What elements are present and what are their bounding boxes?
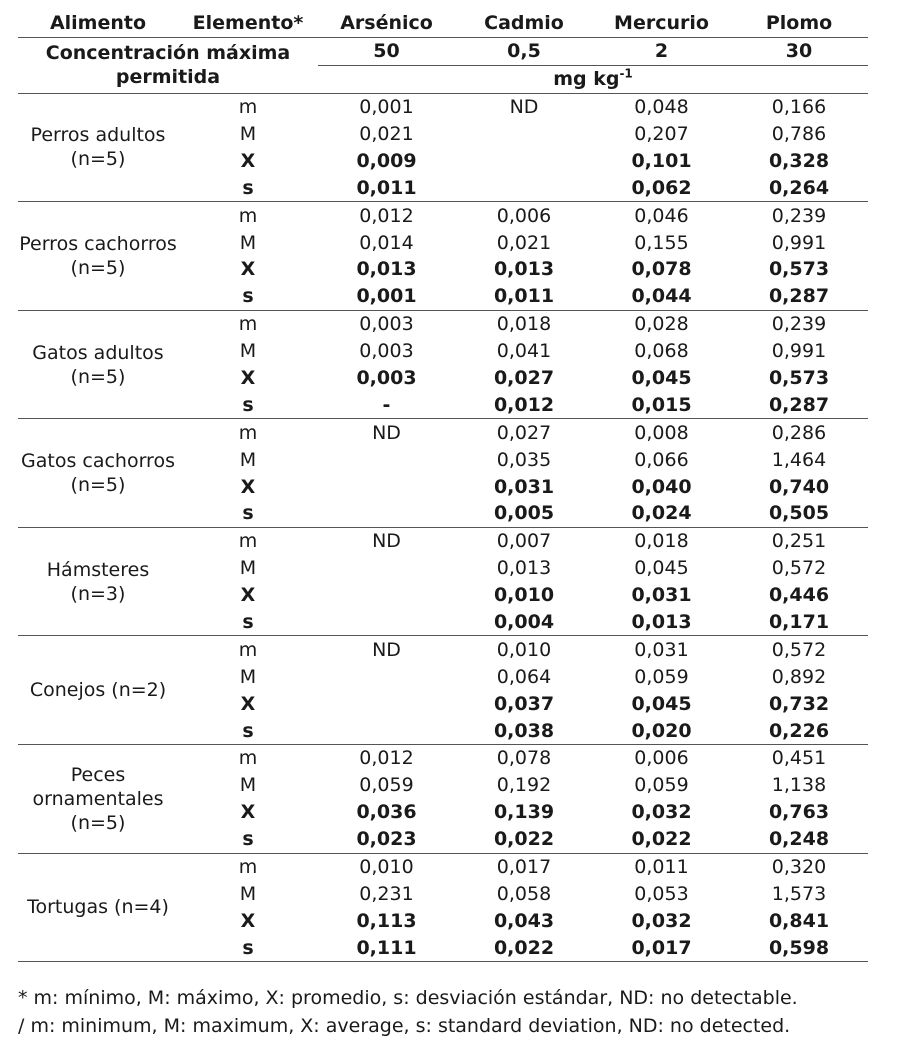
- mercury-cell: 0,018: [593, 527, 730, 554]
- mercury-cell: 0,207: [634, 123, 689, 145]
- table-row: [18, 527, 868, 554]
- cadmium-cell: ND: [455, 93, 593, 120]
- arsenic-cell: [318, 690, 455, 717]
- mercury-cell: 0,048: [593, 93, 730, 120]
- element-cell: M: [239, 123, 257, 145]
- cadmium-cell: 0,021: [496, 231, 552, 254]
- lead-cell: 0,251: [730, 527, 868, 554]
- mercury-cell: 0,045: [631, 692, 692, 715]
- limits-label: Concentración máxima permitida: [45, 42, 291, 89]
- element-cell: m: [178, 202, 318, 229]
- arsenic-cell: 0,113: [356, 909, 417, 932]
- lead-cell: 0,226: [768, 719, 830, 742]
- arsenic-cell: [318, 663, 455, 690]
- mercury-cell: 0,032: [631, 909, 692, 932]
- arsenic-cell: 0,003: [318, 310, 455, 337]
- element-cell: M: [239, 340, 257, 363]
- lead-cell: 0,239: [730, 202, 868, 229]
- food-label: Perros cachorros (n=5): [18, 202, 178, 311]
- cadmium-cell: 0,031: [493, 475, 555, 498]
- mercury-cell: 0,032: [631, 801, 692, 824]
- cadmium-cell: 0,004: [493, 611, 555, 634]
- cadmium-cell: 0,013: [493, 258, 555, 281]
- element-cell: X: [240, 801, 256, 824]
- header-lead: Plomo: [730, 10, 868, 37]
- header-row: [18, 10, 868, 37]
- element-cell: s: [242, 502, 254, 525]
- mercury-cell: 0,011: [593, 853, 730, 880]
- lead-cell: 0,248: [768, 828, 830, 851]
- element-cell: s: [242, 611, 254, 634]
- lead-cell: 0,264: [768, 176, 830, 199]
- element-cell: M: [239, 231, 257, 254]
- mercury-cell: 0,015: [631, 393, 692, 416]
- arsenic-cell: 0,036: [356, 801, 417, 824]
- cadmium-cell: 0,018: [455, 310, 593, 337]
- footnote-english: / m: minimum, M: maximum, X: average, s: standard deviation, ND: no detected.: [18, 1015, 791, 1038]
- food-label: Conejos (n=2): [18, 636, 178, 745]
- cadmium-cell: 0,010: [455, 636, 593, 663]
- mercury-cell: 0,028: [593, 310, 730, 337]
- header-element: Elemento*: [178, 10, 318, 37]
- cadmium-cell: 0,078: [455, 745, 593, 772]
- cadmium-cell: 0,058: [496, 882, 552, 905]
- cadmium-cell: 0,027: [455, 419, 593, 446]
- cadmium-cell: 0,006: [455, 202, 593, 229]
- arsenic-cell: [318, 555, 455, 582]
- element-cell: m: [178, 310, 318, 337]
- mercury-cell: 0,013: [631, 611, 692, 634]
- lead-cell: 0,505: [768, 502, 830, 525]
- arsenic-cell: 0,023: [356, 828, 417, 851]
- element-cell: m: [178, 853, 318, 880]
- lead-cell: 0,732: [768, 692, 830, 715]
- cadmium-cell: [455, 147, 593, 174]
- arsenic-cell: 0,009: [356, 149, 417, 172]
- lead-cell: 0,573: [768, 367, 830, 390]
- table-row: [18, 853, 868, 880]
- arsenic-cell: -: [382, 393, 391, 416]
- element-cell: s: [242, 176, 254, 199]
- lead-cell: 0,287: [768, 285, 830, 308]
- cadmium-cell: 0,012: [493, 393, 555, 416]
- lead-cell: 0,287: [768, 393, 830, 416]
- element-cell: M: [239, 448, 257, 471]
- arsenic-cell: 0,003: [356, 367, 417, 390]
- mercury-cell: 0,024: [631, 502, 692, 525]
- arsenic-cell: 0,011: [356, 176, 417, 199]
- element-cell: s: [178, 934, 318, 961]
- arsenic-cell: [318, 582, 455, 609]
- cadmium-cell: 0,022: [455, 934, 593, 961]
- lead-cell: 0,763: [768, 801, 830, 824]
- cadmium-cell: 0,041: [496, 340, 552, 363]
- lead-cell: 0,598: [730, 934, 868, 961]
- cadmium-cell: 0,005: [493, 502, 555, 525]
- element-cell: X: [240, 367, 256, 390]
- limit-arsenic: 50: [373, 40, 400, 63]
- arsenic-cell: ND: [318, 636, 455, 663]
- element-cell: X: [240, 692, 256, 715]
- mercury-cell: 0,101: [631, 149, 692, 172]
- mercury-cell: 0,022: [631, 828, 692, 851]
- header-cadmium: Cadmio: [455, 10, 593, 37]
- food-label: Gatos adultos (n=5): [18, 310, 178, 419]
- header-food: Alimento: [18, 10, 178, 37]
- mercury-cell: 0,066: [634, 448, 689, 471]
- table-row: [18, 202, 868, 229]
- lead-cell: 0,320: [730, 853, 868, 880]
- element-cell: X: [240, 584, 256, 607]
- heavy-metals-table: [18, 10, 868, 962]
- food-label: Perros adultos (n=5): [18, 93, 178, 202]
- food-label: Tortugas (n=4): [18, 853, 178, 962]
- lead-cell: 0,572: [730, 636, 868, 663]
- table-row: [18, 310, 868, 337]
- cadmium-cell: 0,007: [455, 527, 593, 554]
- element-cell: X: [240, 258, 256, 281]
- mercury-cell: 0,017: [593, 934, 730, 961]
- arsenic-cell: 0,013: [356, 258, 417, 281]
- element-cell: X: [240, 149, 256, 172]
- cadmium-cell: 0,037: [493, 692, 555, 715]
- arsenic-cell: 0,012: [318, 202, 455, 229]
- limit-lead: 30: [785, 40, 813, 63]
- table-container: [18, 10, 868, 1040]
- arsenic-cell: [318, 500, 455, 527]
- lead-cell: 0,286: [730, 419, 868, 446]
- limit-mercury: 2: [654, 40, 669, 63]
- arsenic-cell: ND: [318, 527, 455, 554]
- food-label: Gatos cachorros (n=5): [18, 419, 178, 528]
- arsenic-cell: 0,231: [359, 882, 414, 905]
- mercury-cell: 0,046: [593, 202, 730, 229]
- mercury-cell: 0,045: [631, 367, 692, 390]
- element-cell: s: [242, 285, 254, 308]
- mercury-cell: 0,040: [631, 475, 692, 498]
- unit-label: [318, 65, 868, 93]
- element-cell: X: [240, 909, 256, 932]
- arsenic-cell: 0,111: [318, 934, 455, 961]
- mercury-cell: 0,068: [634, 340, 689, 363]
- element-cell: M: [239, 774, 257, 797]
- cadmium-cell: 0,022: [493, 828, 555, 851]
- element-cell: m: [178, 527, 318, 554]
- element-cell: M: [239, 557, 257, 580]
- arsenic-cell: 0,012: [318, 745, 455, 772]
- arsenic-cell: 0,001: [356, 285, 417, 308]
- footnote-spanish: * m: mínimo, M: máximo, X: promedio, s: desviación estándar, ND: no detectable.: [18, 987, 798, 1010]
- arsenic-cell: 0,010: [318, 853, 455, 880]
- lead-cell: 0,171: [768, 611, 830, 634]
- cadmium-cell: 0,010: [493, 584, 555, 607]
- header-mercury: Mercurio: [593, 10, 730, 37]
- lead-cell: 0,740: [768, 475, 830, 498]
- cadmium-cell: 0,011: [493, 285, 555, 308]
- mercury-cell: 0,006: [593, 745, 730, 772]
- arsenic-cell: 0,001: [318, 93, 455, 120]
- cadmium-cell: 0,035: [496, 448, 552, 471]
- footnote: [18, 984, 868, 1040]
- mercury-cell: 0,155: [634, 231, 689, 254]
- lead-cell: 1,573: [771, 882, 827, 905]
- food-label: Hámsteres (n=3): [18, 527, 178, 636]
- mercury-cell: 0,062: [631, 176, 692, 199]
- lead-cell: 0,573: [768, 258, 830, 281]
- arsenic-cell: 0,014: [359, 231, 414, 254]
- mercury-cell: 0,059: [634, 774, 689, 797]
- element-cell: X: [240, 475, 256, 498]
- table-row: [18, 419, 868, 446]
- lead-cell: 0,786: [771, 123, 827, 145]
- element-cell: M: [239, 665, 257, 688]
- cadmium-cell: 0,013: [496, 557, 552, 580]
- unit-base: mg kg: [553, 68, 620, 91]
- lead-cell: 0,892: [771, 665, 827, 688]
- cadmium-cell: 0,064: [496, 665, 552, 688]
- lead-cell: 0,572: [771, 557, 827, 580]
- lead-cell: 0,991: [771, 340, 827, 363]
- cadmium-cell: [455, 174, 593, 201]
- header-arsenic: Arsénico: [318, 10, 455, 37]
- lead-cell: 0,451: [730, 745, 868, 772]
- food-label: Peces ornamentales (n=5): [18, 745, 178, 854]
- mercury-cell: 0,031: [631, 584, 692, 607]
- element-cell: s: [242, 393, 254, 416]
- cadmium-cell: [455, 121, 593, 148]
- lead-cell: 0,239: [730, 310, 868, 337]
- element-cell: s: [242, 828, 254, 851]
- arsenic-cell: [318, 473, 455, 500]
- cadmium-cell: 0,043: [493, 909, 555, 932]
- unit-exponent: -1: [619, 66, 633, 81]
- cadmium-cell: 0,192: [496, 774, 552, 797]
- lead-cell: 0,328: [768, 149, 830, 172]
- arsenic-cell: 0,021: [359, 123, 414, 145]
- arsenic-cell: [318, 717, 455, 744]
- element-cell: m: [178, 745, 318, 772]
- arsenic-cell: 0,003: [359, 340, 414, 363]
- mercury-cell: 0,045: [634, 557, 689, 580]
- lead-cell: 0,446: [768, 584, 830, 607]
- cadmium-cell: 0,038: [493, 719, 555, 742]
- cadmium-cell: 0,139: [493, 801, 555, 824]
- arsenic-cell: [318, 609, 455, 636]
- element-cell: m: [178, 419, 318, 446]
- limit-cadmium: 0,5: [507, 40, 541, 63]
- arsenic-cell: [318, 446, 455, 473]
- lead-cell: 0,166: [730, 93, 868, 120]
- arsenic-cell: ND: [318, 419, 455, 446]
- mercury-cell: 0,078: [631, 258, 692, 281]
- table-row: [18, 93, 868, 120]
- mercury-cell: 0,044: [631, 285, 692, 308]
- mercury-cell: 0,053: [634, 882, 689, 905]
- lead-cell: 0,841: [768, 909, 830, 932]
- arsenic-cell: 0,059: [359, 774, 414, 797]
- table-row: [18, 636, 868, 663]
- element-cell: s: [242, 719, 254, 742]
- lead-cell: 1,138: [771, 774, 827, 797]
- mercury-cell: 0,008: [593, 419, 730, 446]
- table-row: [18, 745, 868, 772]
- element-cell: m: [178, 636, 318, 663]
- cadmium-cell: 0,017: [455, 853, 593, 880]
- lead-cell: 1,464: [771, 448, 827, 471]
- limits-row: [18, 37, 868, 65]
- element-cell: m: [178, 93, 318, 120]
- cadmium-cell: 0,027: [493, 367, 555, 390]
- element-cell: M: [239, 882, 257, 905]
- mercury-cell: 0,020: [631, 719, 692, 742]
- lead-cell: 0,991: [771, 231, 827, 254]
- mercury-cell: 0,059: [634, 665, 689, 688]
- mercury-cell: 0,031: [593, 636, 730, 663]
